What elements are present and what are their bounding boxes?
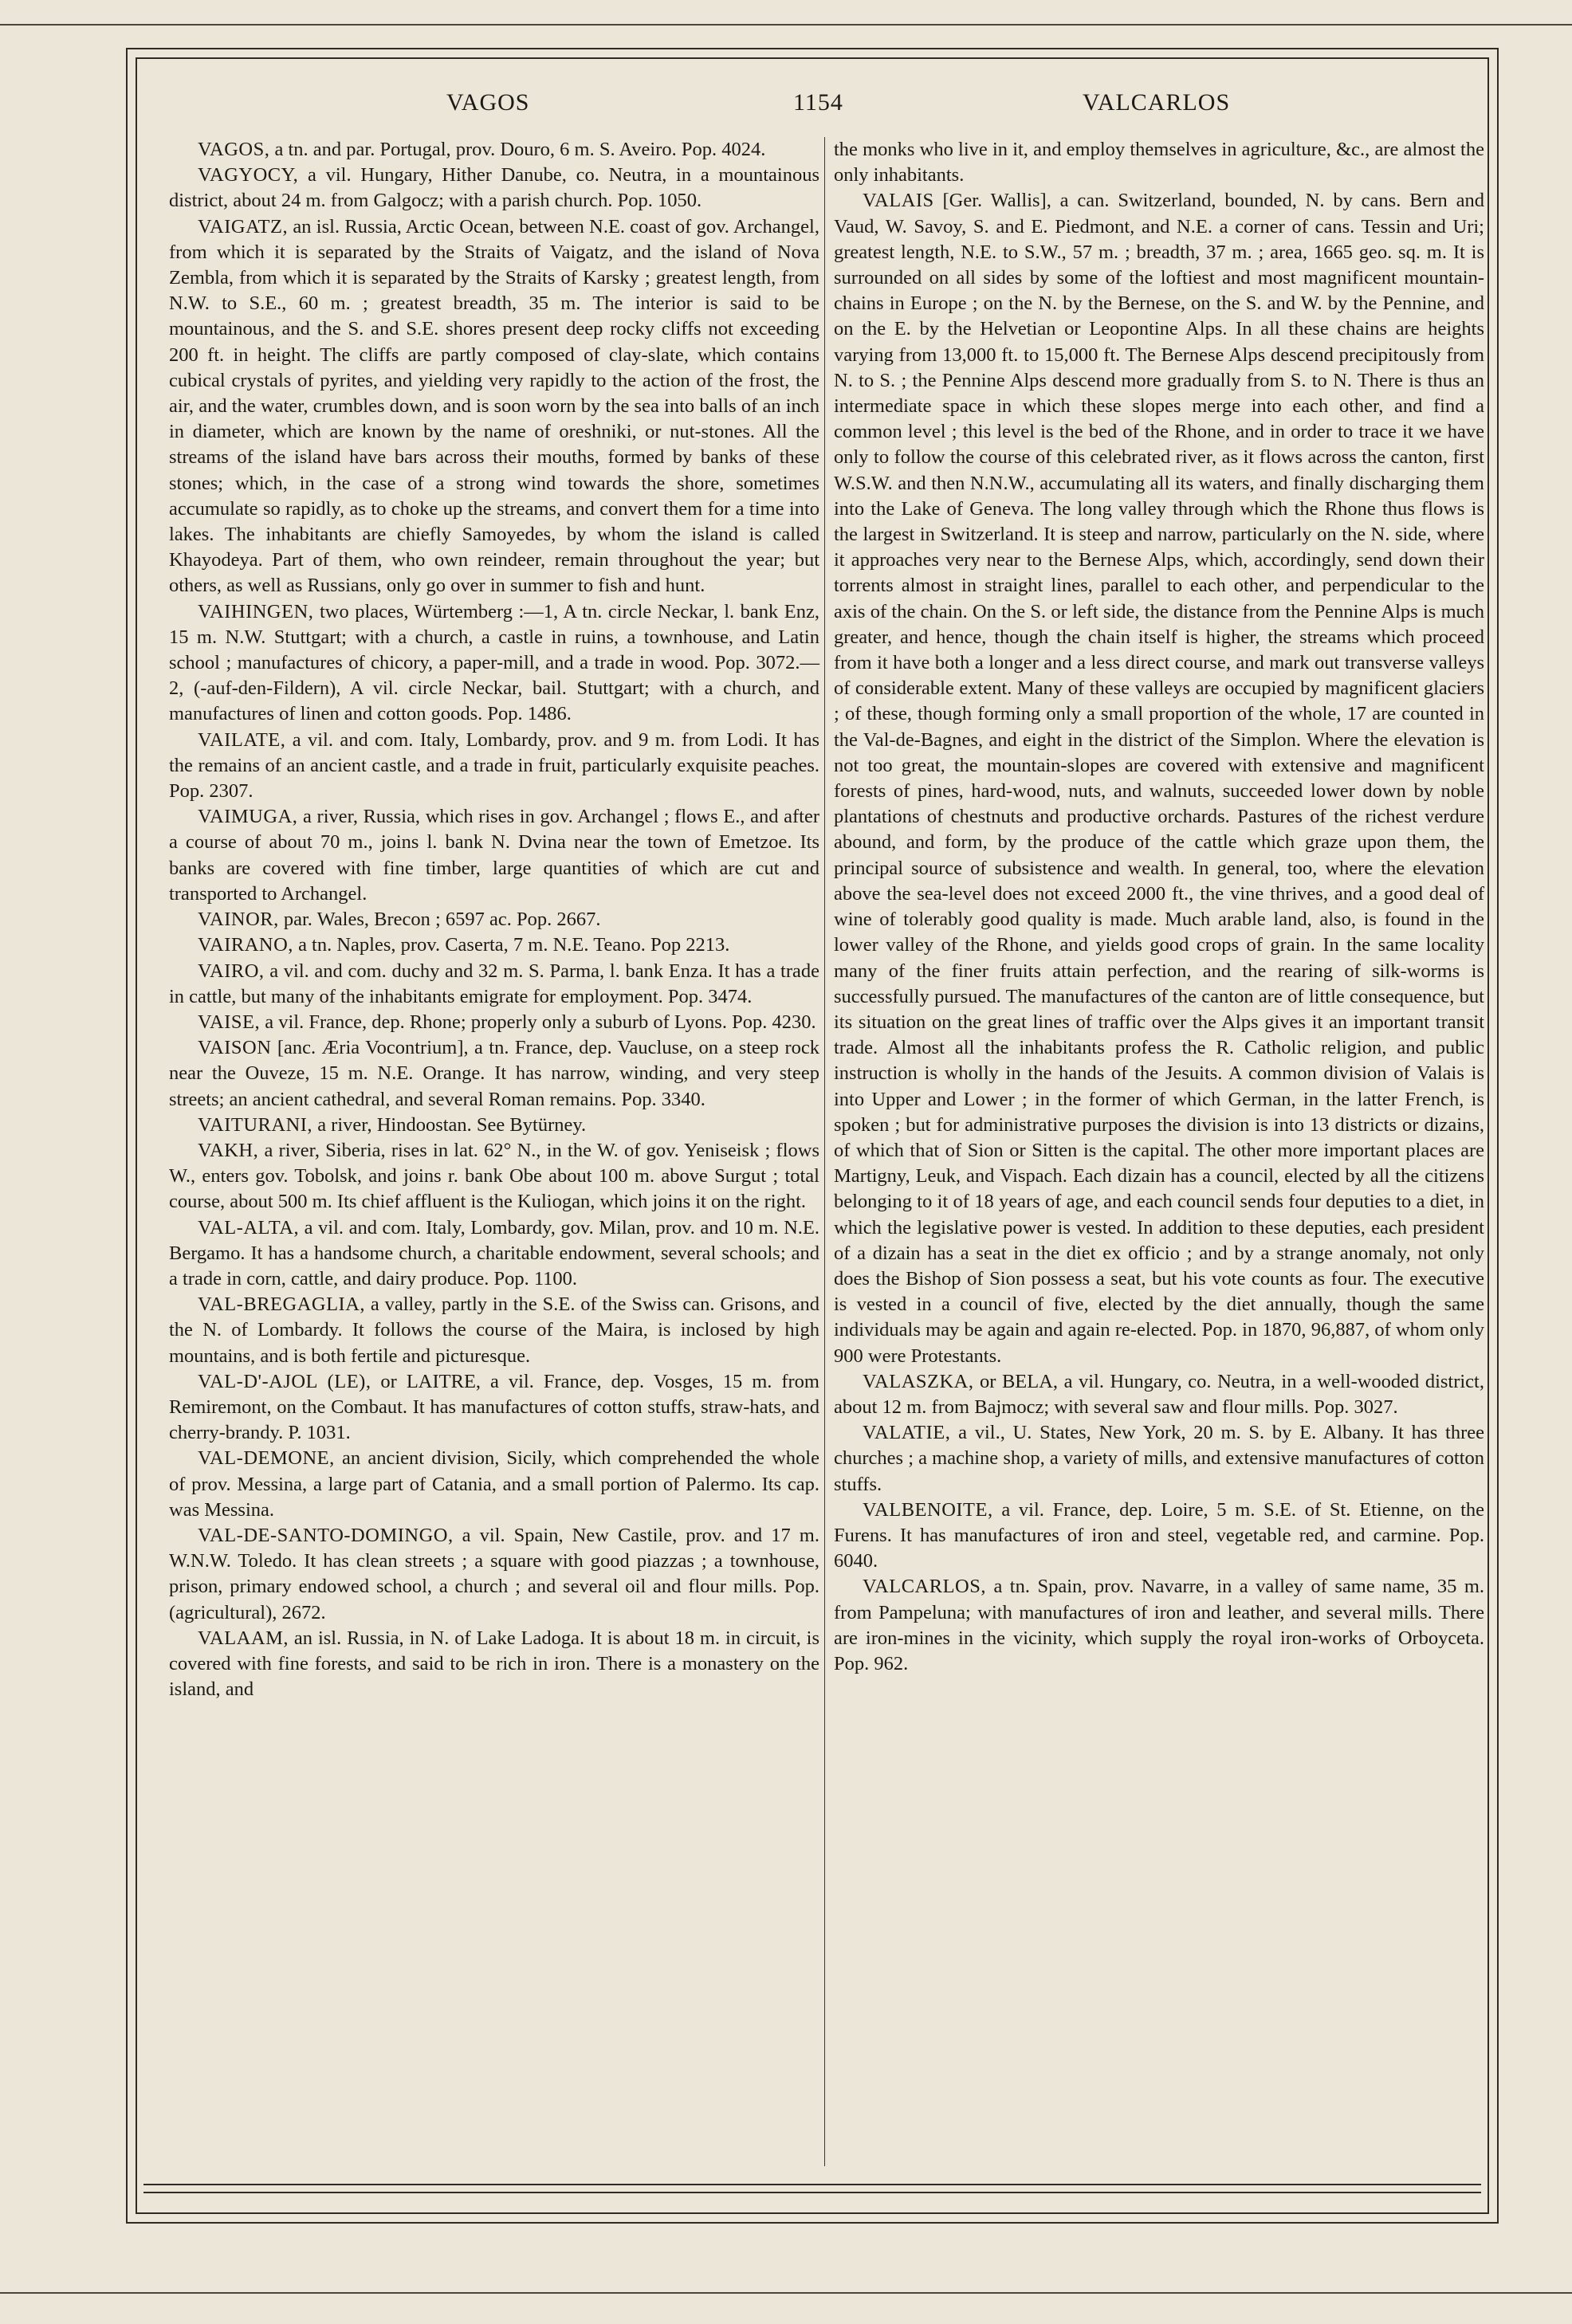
left-column [169, 137, 819, 1702]
bottom-rule-upper [143, 2184, 1481, 2185]
entry-vaimuga: VAIMUGA, a river, Russia, which rises in gov. Archangel ; flows E., and after a course of about 70 m., joins l. bank N. Dvina near the town of Emetzoe. Its banks are covered with fine timber, large quantities of which are cut and transported to Archangel. [169, 806, 819, 905]
header-right-word: VALCARLOS [1083, 89, 1231, 116]
entry-vaise: VAISE, a vil. France, dep. Rhone; properly only a suburb of Lyons. Pop. 4230. [198, 1011, 816, 1033]
entry-val-demone: VAL-DEMONE, an ancient division, Sicily, which comprehended the whole of prov. Messina, a large part of Catania, and a small portion of Palermo. Its cap. was Messina. [169, 1447, 819, 1521]
entry-vaison: VAISON [anc. Æria Vocontrium], a tn. France, dep. Vaucluse, on a steep rock near the Ouveze, 15 m. N.E. Orange. It has narrow, winding, and very steep streets; an ancient cathedral, and several Roman remains. Pop. 3340. [169, 1037, 819, 1110]
running-header [143, 86, 1483, 126]
entry-val-d-ajol: VAL-D'-AJOL (LE), or LAITRE, a vil. France, dep. Vosges, 15 m. from Remiremont, on the Combaut. It has manufactures of cotton stuffs, straw-hats, and cherry-brandy. P. 1031. [169, 1370, 819, 1444]
entry-vagos: VAGOS, a tn. and par. Portugal, prov. Douro, 6 m. S. Aveiro. Pop. 4024. [198, 139, 766, 160]
header-left-word: VAGOS [446, 89, 530, 116]
top-page-rule [0, 24, 1572, 26]
column-divider [824, 137, 825, 2166]
entry-vakh: VAKH, a river, Siberia, rises in lat. 62° N., in the W. of gov. Yeniseisk ; flows W., enters gov. Tobolsk, and joins r. bank Obe about 100 m. above Surgut ; total course, about 500 m. Its chief affluent is the Kuliogan, which joins it on the right. [169, 1139, 819, 1213]
entry-vairo: VAIRO, a vil. and com. duchy and 32 m. S. Parma, l. bank Enza. It has a trade in cattle, but many of the inhabitants emigrate for employment. Pop. 3474. [169, 960, 819, 1007]
entry-vaiturani: VAITURANI, a river, Hindoostan. See Bytürney. [198, 1113, 587, 1136]
entry-valaszka: VALASZKA, or BELA, a vil. Hungary, co. Neutra, in a well-wooded district, about 12 m. from Bajmocz; with several saw and flour mills. Pop. 3027. [834, 1370, 1484, 1418]
entry-vaigatz: VAIGATZ, an isl. Russia, Arctic Ocean, between N.E. coast of gov. Archangel, from which it is separated by the Straits of Vaigatz, and the island of Nova Zembla, from which it is separated by the Straits of Karsky ; greatest length, from N.W. to S.E., 60 m. ; greatest breadth, 35 m. The interior is said to be mountainous, and the S. and S.E. shores present deep rocky cliffs not exceeding 200 ft. in height. The cliffs are partly composed of clay-slate, which contains cubical crystals of pyrites, and yielding very rapidly to the action of the frost, the air, and the water, crumbles down, and is soon worn by the sea into balls of an inch in diameter, which are known by the name of oreshniki, or nut-stones. All the streams of the island have bars across their mouths, formed by banks of these stones; which, in the case of a strong wind towards the shore, sometimes accumulate so rapidly, as to choke up the streams, and convert them for a time into lakes. The inhabitants are chiefly Samoyedes, by whom the island is called Khayodeya. Part of them, who own reindeer, remain throughout the year; but others, as well as Russians, only go over in summer to fish and hunt. [169, 215, 819, 597]
entry-valbenoite: VALBENOITE, a vil. France, dep. Loire, 5 m. S.E. of St. Etienne, on the Furens. It has manufactures of iron and steel, vegetable red, and carmine. Pop. 6040. [834, 1498, 1484, 1572]
bottom-rule-lower [143, 2192, 1481, 2193]
entry-val-bregaglia: VAL-BREGAGLIA, a valley, partly in the S.E. of the Swiss can. Grisons, and the N. of Lombardy. It follows the course of the Maira, is inclosed by high mountains, and is both fertile and picturesque. [169, 1294, 819, 1367]
right-column [834, 137, 1484, 1677]
entry-val-de-santo-domingo: VAL-DE-SANTO-DOMINGO, a vil. Spain, New Castile, prov. and 17 m. W.N.W. Toledo. It has clean streets ; a square with good piazzas ; a townhouse, prison, primary endowed school, a church ; and several oil and flour mills. Pop. (agricultural), 2672. [169, 1524, 819, 1623]
bottom-page-rule [0, 2292, 1572, 2294]
entry-vagyocy: VAGYOCY, a vil. Hungary, Hither Danube, co. Neutra, in a mountainous district, about 24 m. from Galgocz; with a parish church. Pop. 1050. [169, 164, 819, 212]
entry-vairano: VAIRANO, a tn. Naples, prov. Caserta, 7 m. N.E. Teano. Pop 2213. [198, 934, 730, 956]
entry-valcarlos: VALCARLOS, a tn. Spain, prov. Navarre, in a valley of same name, 35 m. from Pampeluna; with manufactures of iron and leather, and several mills. There are iron-mines in the vicinity, which supply the royal iron-works of Orboyceta. Pop. 962. [834, 1576, 1484, 1674]
entry-valais: VALAIS [Ger. Wallis], a can. Switzerland, bounded, N. by cans. Bern and Vaud, W. Savoy, S. and E. Piedmont, and N.E. a corner of cans. Tessin and Uri; greatest length, N.E. to S.W., 57 m. ; breadth, 37 m. ; area, 1665 geo. sq. m. It is surrounded on all sides by some of the loftiest and most magnificent mountain-chains in Europe ; on the N. by the Bernese, on the S. and W. by the Pennine, and on the E. by the Helvetian or Leopontine Alps. In all these chains are heights varying from 13,000 ft. to 15,000 ft. The Bernese Alps descend precipitously from N. to S. ; the Pennine Alps descend more gradually from S. to N. There is thus an intermediate space in which these slopes merge into each other, and find a common level ; this level is the bed of the Rhone, and in order to trace it we have only to follow the course of this celebrated river, as it flows across the canton, first W.S.W. and then N.N.W., accumulating all its waters, and finally discharging them into the Lake of Geneva. The long valley through which the Rhone thus flows is the largest in Switzerland. It is steep and narrow, particularly on the N. side, where it approaches very near to the Bernese Alps, which, accordingly, send down their torrents almost in straight lines, parallel to each other, and perpendicular to the axis of the chain. On the S. or left side, the distance from the Pennine Alps is much greater, and hence, though the chain itself is higher, the streams which proceed from it have both a longer and a less direct course, and mark out transverse valleys of considerable extent. Many of these valleys are occupied by magnificent glaciers ; of these, though forming only a small proportion of the whole, 17 are counted in the Val-de-Bagnes, and eight in the district of the Simplon. Where the elevation is not too great, the mountain-slopes are covered with extensive and magnificent forests of pines, hard-wood, nuts, and walnuts, succeeded lower down by noble plantations of chestnuts and productive orchards. Pastures of the richest verdure abound, and form, by the produce of the cattle which graze upon them, the principal source of subsistence and wealth. In general, too, where the elevation above the sea-level does not exceed 2000 ft., the vine thrives, and a good deal of wine of tolerably good quality is made. Much arable land, also, is found in the lower valley of the Rhone, and yields good crops of grain. In the same locality many of the finer fruits attain perfection, and the rearing of silk-worms is successfully pursued. The manufactures of the canton are of little consequence, but its situation on the great lines of traffic over the Alps gives it an important transit trade. Almost all the inhabitants profess the R. Catholic religion, and public instruction is wholly in the hands of the Jesuits. A common division of Valais is into Upper and Lower ; in the former of which German, in the latter French, is spoken ; but for administrative purposes the division is into 13 districts or dizains, of which that of Sion or Sitten is the capital. The other more important places are Martigny, Leuk, and Vispach. Each dizain has a council, elected by all the citizens belonging to it of 18 years of age, and each council sends four deputies to a diet, in which the legislative power is vested. In addition to these deputies, each president of a dizain has a seat in the diet ex officio ; and by a strange anomaly, not only does the Bishop of Sion possess a seat, but his vote counts as four. The executive is vested in a council of five, elected by the diet annually, though the same individuals may be again and again re-elected. Pop. in 1870, 96,887, of whom only 900 were Protestants. [834, 190, 1484, 1367]
entry-valaam: VALAAM, an isl. Russia, in N. of Lake Ladoga. It is about 18 m. in circuit, is covered with fine forests, and said to be rich in iron. There is a monastery on the island, and [169, 1627, 819, 1701]
page-number: 1154 [793, 89, 843, 116]
entry-vainor: VAINOR, par. Wales, Brecon ; 6597 ac. Pop. 2667. [198, 909, 601, 931]
entry-valatie: VALATIE, a vil., U. States, New York, 20 m. S. by E. Albany. It has three churches ; a machine shop, a variety of mills, and extensive manufactures of cotton stuffs. [834, 1422, 1484, 1495]
entry-val-alta: VAL-ALTA, a vil. and com. Italy, Lombardy, gov. Milan, prov. and 10 m. N.E. Bergamo. It has a handsome church, a charitable endowment, several schools; and a trade in corn, cattle, and dairy produce. Pop. 1100. [169, 1216, 819, 1290]
entry-vailate: VAILATE, a vil. and com. Italy, Lombardy, prov. and 9 m. from Lodi. It has the remains of an ancient castle, and a trade in fruit, particularly exquisite peaches. Pop. 2307. [169, 728, 819, 803]
entry-vaihingen: VAIHINGEN, two places, Würtemberg :—1, A tn. circle Neckar, l. bank Enz, 15 m. N.W. Stuttgart; with a church, a castle in ruins, a townhouse, and Latin school ; manufactures of chicory, a paper-mill, and a trade in wood. Pop. 3072.—2, (-auf-den-Fildern), A vil. circle Neckar, bail. Stuttgart; with a church, and manufactures of linen and cotton goods. Pop. 1486. [169, 600, 819, 725]
entry-valaam-continued: the monks who live in it, and employ themselves in agriculture, &c., are almost the only inhabitants. [834, 139, 1484, 186]
